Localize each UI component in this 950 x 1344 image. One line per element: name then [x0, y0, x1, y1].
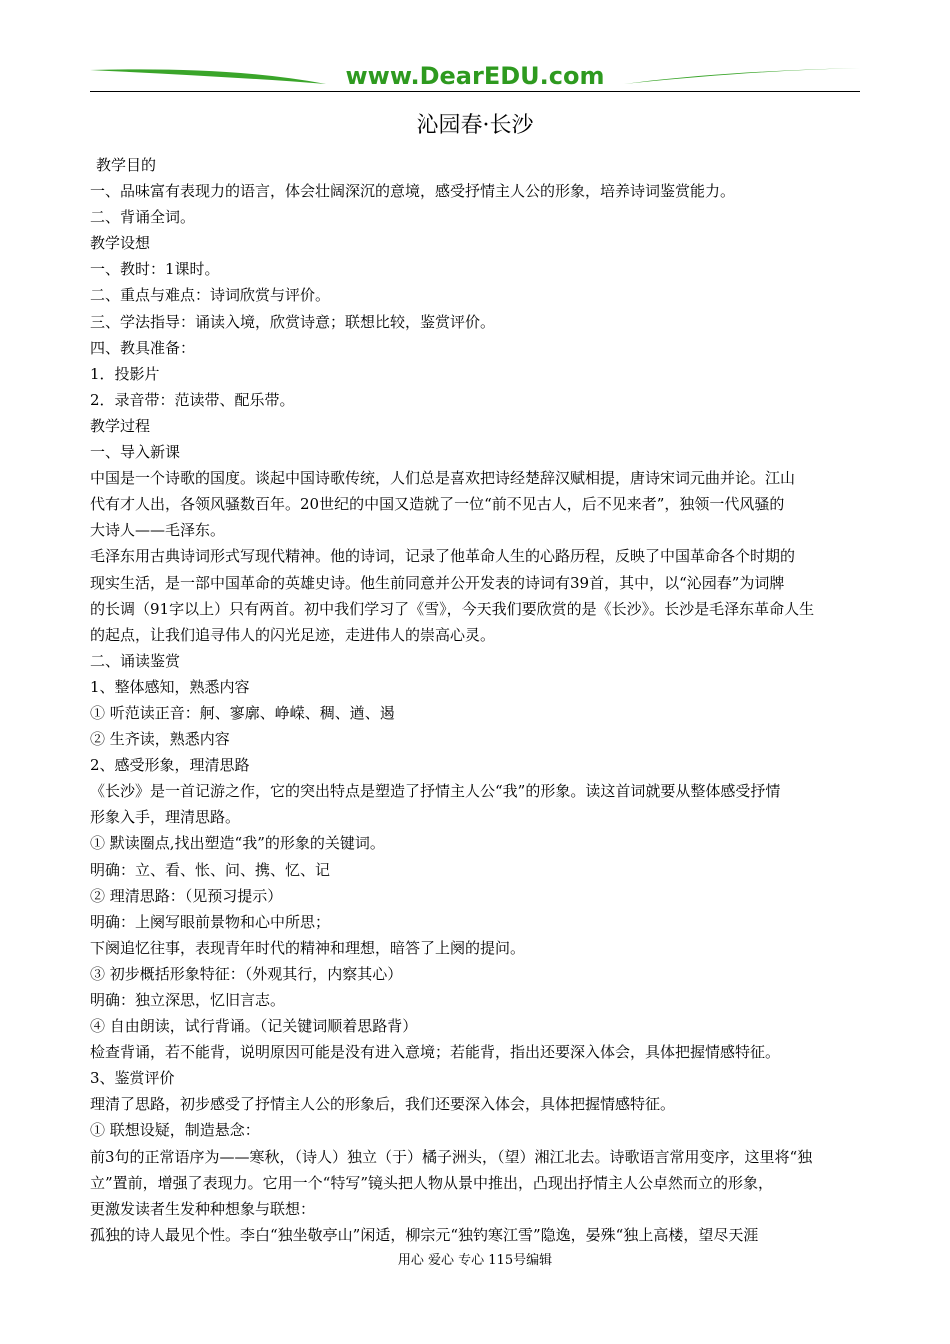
text-line: 1．投影片: [90, 364, 160, 383]
logo-text: www.DearEDU.com: [345, 62, 605, 90]
text-line: 二、诵读鉴赏: [90, 651, 181, 670]
text-line: 2．录音带：范读带、配乐带。: [90, 390, 295, 409]
left-swoosh: [90, 69, 326, 84]
text-line: 的起点，让我们追寻伟人的闪光足迹，走进伟人的崇高心灵。: [90, 625, 496, 644]
text-line: 一、导入新课: [90, 443, 181, 462]
text-line: 下阕追忆往事，表现青年时代的精神和理想，暗答了上阕的提问。: [90, 938, 526, 957]
text-line: ④ 自由朗读，试行背诵。（记关键词顺着思路背）: [90, 1017, 418, 1036]
page-footer: 用心 爱心 专心 115号编辑: [397, 1253, 553, 1268]
text-line: 大诗人——毛泽东。: [90, 521, 226, 540]
text-line: 教学设想: [90, 234, 151, 253]
text-line: 明确：立、看、怅、问、携、忆、记: [90, 860, 331, 879]
text-line: ① 联想设疑，制造悬念：: [90, 1121, 260, 1140]
text-line: 教学过程: [90, 416, 151, 435]
text-line: 二、重点与难点：诗词欣赏与评价。: [90, 286, 331, 305]
text-line: 毛泽东用古典诗词形式写现代精神。他的诗词，记录了他革命人生的心路历程，反映了中国革命各个时期的: [90, 547, 796, 566]
text-line: 检查背诵，若不能背，说明原因可能是没有进入意境；若能背，指出还要深入体会，具体把握情感特征。: [90, 1043, 781, 1062]
header-banner: [90, 58, 860, 92]
text-line: 孤独的诗人最见个性。李白“独坐敬亭山”闲适，柳宗元“独钓寒江雪”隐逸，晏殊“独上高楼，望尽天涯: [90, 1225, 759, 1244]
text-line: 1、整体感知，熟悉内容: [90, 677, 250, 696]
text-line: 更激发读者生发种种想象与联想：: [90, 1199, 316, 1218]
text-line: 一、品味富有表现力的语言，体会壮阔深沉的意境，感受抒情主人公的形象，培养诗词鉴赏能力。: [90, 182, 736, 201]
text-line: ③ 初步概括形象特征：（外观其行，内察其心）: [90, 964, 403, 983]
text-line: 一、教时：1课时。: [90, 260, 220, 279]
text-line: 形象入手，理清思路。: [90, 808, 241, 827]
text-line: 《长沙》是一首记游之作，它的突出特点是塑造了抒情主人公“我”的形象。读这首词就要从整体感受抒情: [90, 782, 781, 801]
text-line: 代有才人出，各领风骚数百年。20世纪的中国又造就了一位“前不见古人，后不见来者”，独领一代风骚的: [90, 495, 785, 514]
header-rule: [90, 91, 860, 92]
text-line: ① 听范读正音：舸、寥廓、峥嵘、稠、遒、遏: [90, 703, 395, 722]
text-line: 立”置前，增强了表现力。它用一个“特写”镜头把人物从景中推出，凸现出抒情主人公卓然而立的形象，: [90, 1173, 774, 1192]
text-line: 三、学法指导：诵读入境，欣赏诗意；联想比较，鉴赏评价。: [90, 312, 496, 331]
right-swoosh: [624, 68, 860, 84]
text-line: ② 理清思路：（见预习提示）: [90, 886, 283, 905]
text-line: 明确：独立深思，忆旧言志。: [90, 991, 286, 1009]
text-line: ② 生齐读，熟悉内容: [90, 730, 230, 749]
text-line: 中国是一个诗歌的国度。谈起中国诗歌传统，人们总是喜欢把诗经楚辞汉赋相提，唐诗宋词元曲并论。江山: [90, 469, 796, 488]
page-title: 沁园春·长沙: [416, 113, 534, 138]
text-line: 教学目的: [96, 156, 157, 174]
text-line: ① 默读圈点,找出塑造“我”的形象的关键词。: [90, 834, 385, 853]
text-line: 前3句的正常语序为——寒秋，（诗人）独立（于）橘子洲头，（望）湘江北去。诗歌语言常用变序，这里将“独: [90, 1147, 813, 1166]
text-line: 现实生活，是一部中国革命的英雄史诗。他生前同意并公开发表的诗词有39首，其中，以“沁园春”为词牌: [90, 573, 785, 592]
text-line: 二、背诵全词。: [90, 208, 196, 227]
text-line: 2、感受形象，理清思路: [90, 756, 250, 775]
text-line: 3、鉴赏评价: [90, 1069, 175, 1088]
text-line: 明确：上阕写眼前景物和心中所思；: [90, 912, 331, 931]
text-line: 理清了思路，初步感受了抒情主人公的形象后，我们还要深入体会，具体把握情感特征。: [90, 1095, 676, 1114]
document-body: [90, 152, 862, 1248]
site-logo: [90, 58, 860, 92]
text-line: 四、教具准备：: [90, 338, 196, 357]
text-line: 的长调（91字以上）只有两首。初中我们学习了《雪》，今天我们要欣赏的是《长沙》。长沙是毛泽东革命人生: [90, 599, 815, 618]
